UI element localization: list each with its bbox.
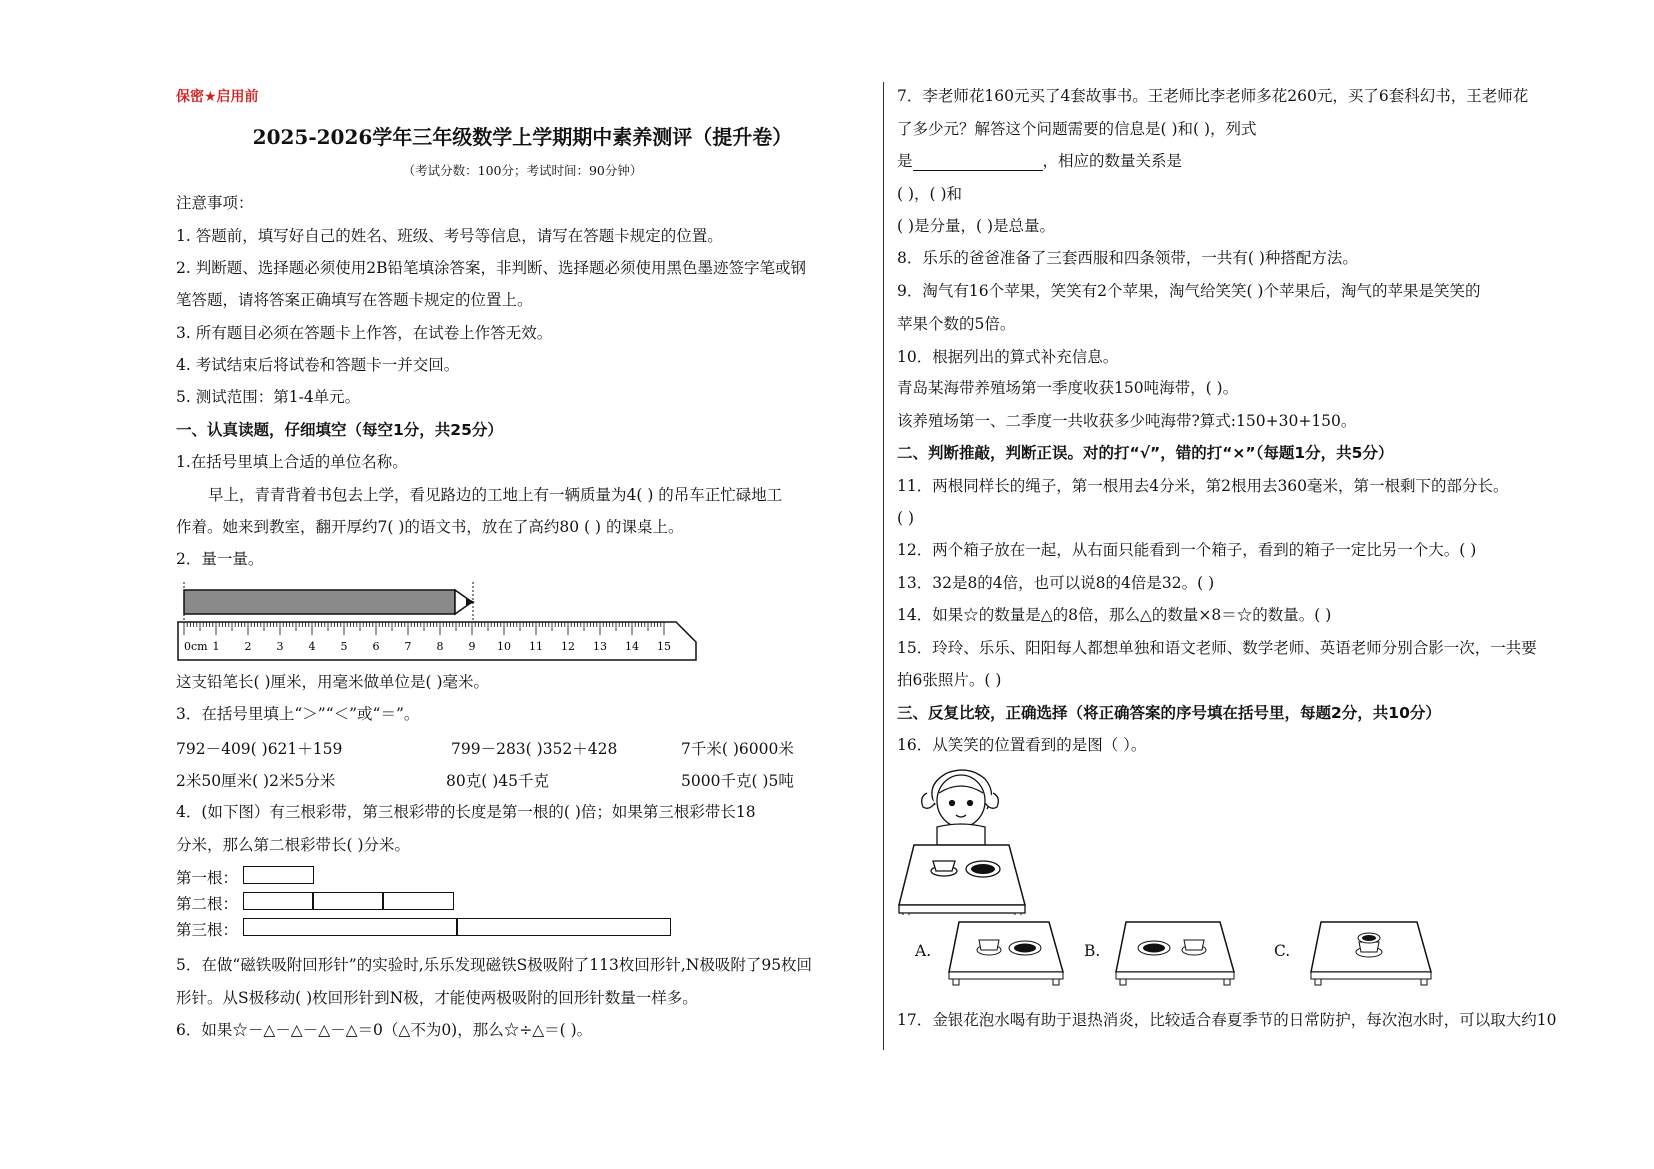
option-c-figure — [1307, 918, 1435, 988]
ruler-label: 15 — [657, 640, 671, 653]
ruler-label: 1 — [212, 640, 220, 653]
girl-icon — [922, 770, 999, 845]
q11-line2: ( ) — [897, 509, 915, 527]
exam-info: （考试分数：100分；考试时间：90分钟） — [402, 163, 643, 178]
option-b-label: B. — [1084, 942, 1101, 960]
ruler-label: 7 — [404, 640, 412, 653]
q7-line4: ( )，( )和 — [897, 185, 963, 203]
option-c-label: C. — [1274, 942, 1291, 960]
pencil-icon — [184, 582, 475, 622]
q17: 17．金银花泡水喝有助于退热消炎，比较适合春夏季节的日常防护，每次泡水时，可以取大约10 — [897, 1011, 1557, 1029]
q1-title: 1.在括号里填上合适的单位名称。 — [176, 453, 408, 471]
note-item: 1. 答题前，填写好自己的姓名、班级、考号等信息，请写在答题卡规定的位置。 — [176, 227, 723, 245]
q3-item: 5000千克( )5吨 — [681, 772, 794, 790]
q9-line2: 苹果个数的5倍。 — [897, 315, 1016, 333]
q2-answer: 这支铅笔长( )厘米，用毫米做单位是( )毫米。 — [176, 673, 490, 691]
note-item: 5. 测试范围：第1-4单元。 — [176, 388, 361, 406]
ruler-label: 4 — [308, 640, 316, 653]
ribbon-label-3: 第三根： — [176, 921, 239, 939]
q7-line1: 7．李老师花160元买了4套故事书。王老师比李老师多花260元，买了6套科幻书，王老师花 — [897, 87, 1529, 105]
q1-line2: 作着。她来到教室，翻开厚约7( )的语文书，放在了高约80 ( ) 的课桌上。 — [176, 518, 684, 536]
ruler-label: 2 — [244, 640, 252, 653]
ruler-label: 0cm — [184, 640, 208, 653]
q7-line5: ( )是分量，( )是总量。 — [897, 217, 1056, 235]
section2-heading: 二、判断推敲，判断正误。对的打“√”，错的打“×”（每题1分，共5分） — [897, 444, 1394, 462]
q7-line3 — [897, 151, 1182, 171]
ribbon-label-2: 第二根： — [176, 895, 239, 913]
ruler-label: 3 — [276, 640, 284, 653]
q7-line3-end: ，相应的数量关系是 — [1042, 152, 1183, 170]
q2-title: 2．量一量。 — [176, 550, 264, 568]
q10-title: 10．根据列出的算式补充信息。 — [897, 348, 1119, 366]
girl-table-figure — [897, 765, 1037, 915]
ruler-label: 13 — [593, 640, 607, 653]
ribbon-2-segment — [382, 892, 454, 910]
answer-blank-line — [913, 154, 1043, 171]
ruler-label: 12 — [561, 640, 575, 653]
ruler-icon — [178, 622, 696, 660]
ruler-label: 10 — [497, 640, 511, 653]
ribbon-2-segment — [243, 892, 314, 910]
q3-item: 792－409( )621＋159 — [176, 740, 343, 758]
q5-line1: 5．在做“磁铁吸附回形针”的实验时,乐乐发现磁铁S极吸附了113枚回形针,N极吸附了95枚回 — [176, 956, 813, 974]
q3-item: 80克( )45千克 — [446, 772, 549, 790]
note-item: 笔答题，请将答案正确填写在答题卡规定的位置上。 — [176, 291, 533, 309]
ruler-label: 5 — [340, 640, 348, 653]
note-item: 4. 考试结束后将试卷和答题卡一并交回。 — [176, 356, 460, 374]
q4-line1: 4．(如下图）有三根彩带，第三根彩带的长度是第一根的( )倍；如果第三根彩带长18 — [176, 803, 756, 821]
table-icon — [899, 845, 1025, 915]
ruler-label: 8 — [436, 640, 444, 653]
q5-line2: 形针。从S极移动( )枚回形针到N极，才能使两极吸附的回形针数量一样多。 — [176, 989, 698, 1007]
q9-line1: 9．淘气有16个苹果，笑笑有2个苹果，淘气给笑笑( )个苹果后，淘气的苹果是笑笑的 — [897, 282, 1481, 300]
q15-line2: 拍6张照片。( ) — [897, 671, 1002, 689]
q12: 12．两个箱子放在一起，从右面只能看到一个箱子，看到的箱子一定比另一个大。( ) — [897, 541, 1477, 559]
q3-item: 7千米( )6000米 — [681, 740, 794, 758]
section3-heading: 三、反复比较，正确选择（将正确答案的序号填在括号里，每题2分，共10分） — [897, 704, 1441, 722]
q16: 16．从笑笑的位置看到的是图（ ）。 — [897, 736, 1147, 754]
option-a-figure — [945, 918, 1067, 988]
q3-title: 3．在括号里填上“＞”“＜”或“＝”。 — [176, 705, 420, 723]
q11-line1: 11．两根同样长的绳子，第一根用去4分米，第2根用去360毫米，第一根剩下的部分长。 — [897, 477, 1509, 495]
q3-item: 2米50厘米( )2米5分米 — [176, 772, 336, 790]
ruler-label: 9 — [468, 640, 476, 653]
q4-line2: 分米，那么第二根彩带长( )分米。 — [176, 836, 411, 854]
section1-heading: 一、认真读题，仔细填空（每空1分，共25分） — [176, 421, 503, 439]
q15-line1: 15．玲玲、乐乐、阳阳每人都想单独和语文老师、数学老师、英语老师分别合影一次，一共要 — [897, 639, 1537, 657]
q7-line3-start: 是 — [897, 152, 913, 170]
option-b-figure — [1112, 918, 1238, 988]
ribbon-1-segment — [243, 866, 314, 884]
ribbon-3-segment — [243, 918, 458, 936]
q8: 8．乐乐的爸爸准备了三套西服和四条领带，一共有( )种搭配方法。 — [897, 249, 1358, 267]
q1-line1: 早上，青青背着书包去上学，看见路边的工地上有一辆质量为4( ) 的吊车正忙碌地工 — [208, 486, 783, 504]
q14: 14．如果☆的数量是△的8倍，那么△的数量×8＝☆的数量。( ) — [897, 606, 1332, 624]
option-a-label: A. — [915, 942, 932, 960]
q6: 6．如果☆－△－△－△－△＝0（△不为0)，那么☆÷△＝( )。 — [176, 1021, 593, 1039]
ribbon-2-segment — [312, 892, 384, 910]
ruler-label: 6 — [372, 640, 380, 653]
page-title: 2025-2026学年三年级数学上学期期中素养测评（提升卷） — [252, 125, 793, 149]
ribbon-label-1: 第一根： — [176, 869, 239, 887]
confidential-mark: 保密★启用前 — [176, 89, 259, 105]
ruler-label: 14 — [625, 640, 639, 653]
q10-line2: 该养殖场第一、二季度一共收获多少吨海带?算式:150+30+150。 — [897, 412, 1357, 430]
q13: 13．32是8的4倍，也可以说8的4倍是32。( ) — [897, 574, 1215, 592]
pencil-ruler-figure — [176, 578, 706, 664]
q10-line1: 青岛某海带养殖场第一季度收获150吨海带，( )。 — [897, 379, 1239, 397]
note-item: 2. 判断题、选择题必须使用2B铅笔填涂答案，非判断、选择题必须使用黑色墨迹签字笔或钢 — [176, 259, 806, 277]
notes-heading: 注意事项： — [176, 194, 254, 212]
ruler-label: 11 — [529, 640, 543, 653]
column-divider — [883, 82, 884, 1050]
ribbon-3-segment — [456, 918, 671, 936]
q7-line2: 了多少元？解答这个问题需要的信息是( )和( )，列式 — [897, 120, 1257, 138]
note-item: 3. 所有题目必须在答题卡上作答，在试卷上作答无效。 — [176, 324, 553, 342]
q3-item: 799－283( )352＋428 — [451, 740, 618, 758]
